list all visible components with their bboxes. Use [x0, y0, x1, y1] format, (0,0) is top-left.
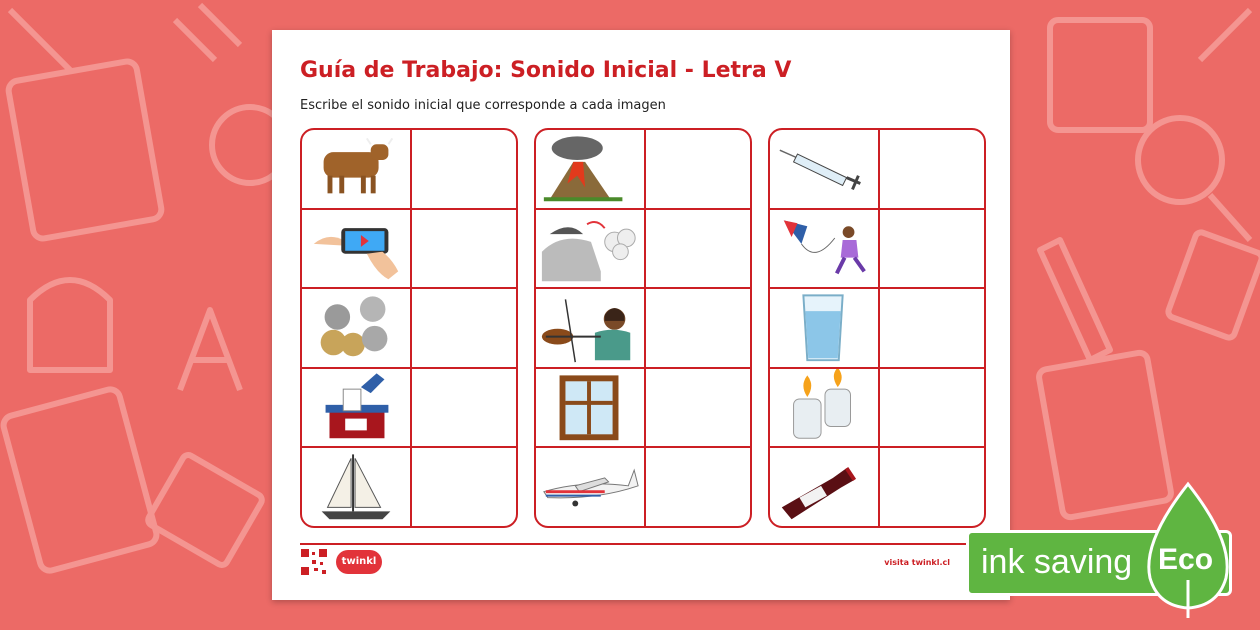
sailboat-icon	[302, 448, 412, 526]
answer-grid-3	[768, 128, 986, 528]
coins-icon	[302, 289, 412, 367]
answer-box[interactable]	[646, 369, 750, 447]
grid-row	[536, 130, 750, 208]
candles-icon	[770, 369, 880, 447]
grid-row	[770, 208, 984, 288]
ballot-box-icon	[302, 369, 412, 447]
answer-box[interactable]	[880, 289, 984, 367]
grid-row	[770, 287, 984, 367]
worksheet-instructions: Escribe el sonido inicial que corresponde a cada imagen	[300, 98, 666, 113]
answer-box[interactable]	[412, 289, 516, 367]
window-icon	[536, 369, 646, 447]
answer-box[interactable]	[880, 448, 984, 526]
grid-row	[302, 367, 516, 447]
airplane-icon	[536, 448, 646, 526]
answer-box[interactable]	[412, 369, 516, 447]
cow-icon	[302, 130, 412, 208]
grid-row	[770, 367, 984, 447]
answer-box[interactable]	[646, 210, 750, 288]
answer-box[interactable]	[880, 210, 984, 288]
grid-row	[302, 208, 516, 288]
footer-divider	[300, 543, 982, 545]
eco-label: Eco	[1158, 543, 1214, 576]
answer-box[interactable]	[646, 448, 750, 526]
ink-saving-label: ink saving	[981, 543, 1133, 581]
grid-row	[302, 446, 516, 526]
answer-box[interactable]	[880, 130, 984, 208]
grid-row	[536, 446, 750, 526]
answer-box[interactable]	[412, 130, 516, 208]
grid-row	[770, 130, 984, 208]
grid-row	[536, 287, 750, 367]
water-glass-icon	[770, 289, 880, 367]
grid-row	[302, 130, 516, 208]
website-link[interactable]: visita twinkl.cl	[884, 558, 950, 567]
answer-box[interactable]	[880, 369, 984, 447]
grid-row	[536, 208, 750, 288]
syringe-icon	[770, 130, 880, 208]
answer-box[interactable]	[646, 130, 750, 208]
steam-iron-icon	[536, 210, 646, 288]
answer-box[interactable]	[412, 448, 516, 526]
answer-grid-2	[534, 128, 752, 528]
violin-icon	[536, 289, 646, 367]
kite-icon	[770, 210, 880, 288]
grid-row	[302, 287, 516, 367]
grid-row	[536, 367, 750, 447]
answer-grid-1	[300, 128, 518, 528]
wine-bottle-icon	[770, 448, 880, 526]
answer-box[interactable]	[412, 210, 516, 288]
grid-row	[770, 446, 984, 526]
twinkl-logo: twinkl	[336, 550, 382, 574]
worksheet-title: Guía de Trabajo: Sonido Inicial - Letra V	[300, 58, 792, 83]
qr-code-icon	[300, 548, 328, 576]
worksheet	[272, 30, 1010, 600]
video-phone-icon	[302, 210, 412, 288]
answer-box[interactable]	[646, 289, 750, 367]
volcano-icon	[536, 130, 646, 208]
